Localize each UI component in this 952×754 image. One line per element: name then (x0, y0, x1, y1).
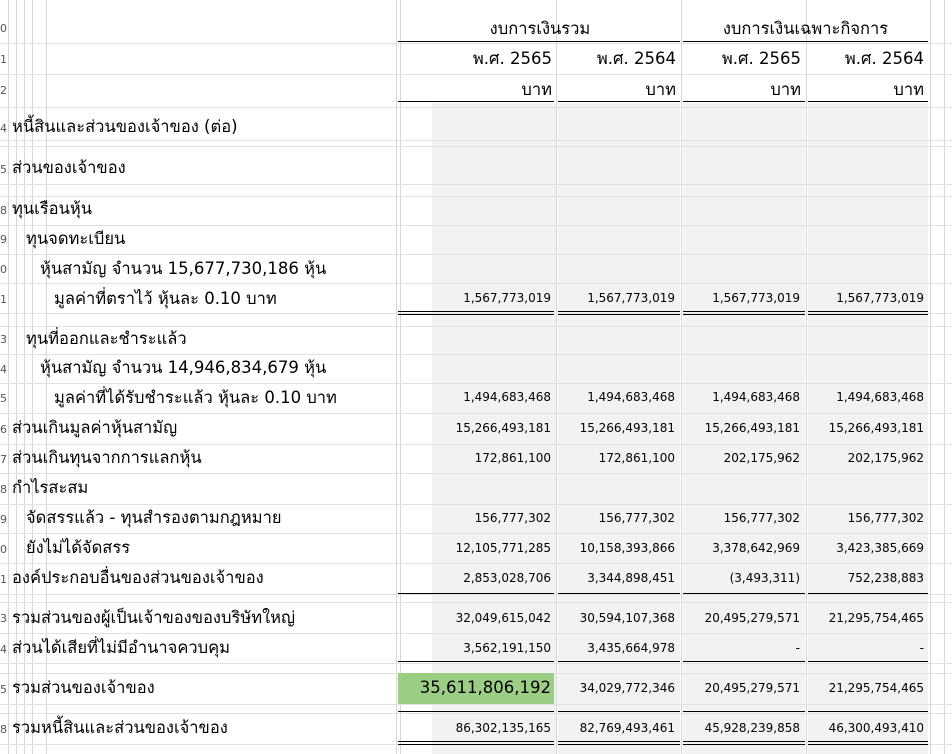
double-underline (808, 741, 928, 742)
gridline (0, 326, 952, 327)
row-label: กำไรสะสม (12, 478, 89, 497)
value-cell[interactable]: 20,495,279,571 (704, 681, 800, 695)
double-underline (683, 314, 805, 315)
double-underline (558, 311, 680, 312)
row-label: ยังไม่ได้จัดสรร (26, 538, 131, 557)
year-header-4: พ.ศ. 2564 (844, 49, 924, 68)
row-number: 9 (0, 233, 7, 246)
total-underline (398, 661, 554, 662)
row-number: 0 (0, 543, 7, 556)
value-cell[interactable]: 82,769,493,461 (579, 721, 675, 735)
double-underline (398, 311, 554, 312)
row-number: 4 (0, 643, 7, 656)
value-cell[interactable]: 1,567,773,019 (587, 291, 675, 305)
row-number: 2 (0, 84, 7, 97)
gridline (0, 633, 952, 634)
row-label: องค์ประกอบอื่นของส่วนของเจ้าของ (12, 568, 264, 587)
value-cell[interactable]: 752,238,883 (847, 571, 924, 585)
row-label: หุ้นสามัญ จำนวน 14,946,834,679 หุ้น (40, 358, 327, 377)
value-cell[interactable]: 15,266,493,181 (828, 421, 924, 435)
row-label: มูลค่าที่ตราไว้ หุ้นละ 0.10 บาท (54, 289, 277, 308)
value-cell[interactable]: 32,049,615,042 (455, 611, 551, 625)
value-cell[interactable]: 21,295,754,465 (828, 611, 924, 625)
gridline (0, 663, 952, 664)
row-number: 0 (0, 22, 7, 35)
total-underline (558, 661, 680, 662)
double-underline (683, 744, 805, 745)
row-label: หนี้สินและส่วนของเจ้าของ (ต่อ) (12, 117, 238, 136)
value-cell[interactable]: 156,777,302 (723, 511, 800, 525)
value-cell[interactable]: 3,344,898,451 (587, 571, 675, 585)
value-cell[interactable]: (3,493,311) (729, 571, 800, 585)
gridline (0, 713, 952, 714)
value-cell[interactable]: 15,266,493,181 (455, 421, 551, 435)
unit-underline (683, 101, 805, 102)
value-cell[interactable]: 3,378,642,969 (712, 541, 800, 555)
gridline (556, 0, 557, 754)
gridline (0, 225, 952, 226)
unit-underline (558, 101, 680, 102)
value-cell[interactable]: 156,777,302 (598, 511, 675, 525)
gridline (0, 283, 952, 284)
value-cell[interactable]: 45,928,239,858 (704, 721, 800, 735)
double-underline (558, 741, 680, 742)
value-cell[interactable]: 34,029,772,346 (579, 681, 675, 695)
value-cell[interactable]: 10,158,393,866 (579, 541, 675, 555)
total-underline (808, 661, 928, 662)
double-underline (808, 744, 928, 745)
gridline (930, 0, 931, 754)
value-cell[interactable]: 1,567,773,019 (836, 291, 924, 305)
double-underline (398, 744, 554, 745)
unit-header-1: บาท (521, 80, 552, 99)
double-underline (808, 311, 928, 312)
gridline (0, 594, 952, 595)
value-cell[interactable]: 172,861,100 (474, 451, 551, 465)
row-label: ทุนที่ออกและชำระแล้ว (26, 329, 187, 348)
unit-header-3: บาท (770, 80, 801, 99)
row-number: 3 (0, 333, 7, 346)
subtotal-underline (808, 593, 928, 594)
gridline (0, 74, 952, 75)
row-label: รวมส่วนของเจ้าของ (12, 678, 155, 697)
gridline (0, 473, 952, 474)
header-underline (683, 41, 928, 42)
value-cell[interactable]: 12,105,771,285 (455, 541, 551, 555)
unit-header-4: บาท (893, 80, 924, 99)
value-cell[interactable]: 3,562,191,150 (463, 641, 551, 655)
row-number: 1 (0, 293, 7, 306)
value-cell[interactable]: 2,853,028,706 (463, 571, 551, 585)
unit-underline (808, 101, 928, 102)
gridline (0, 444, 952, 445)
row-label: จัดสรรแล้ว - ทุนสำรองตามกฎหมาย (26, 508, 282, 527)
value-cell[interactable]: 1,567,773,019 (463, 291, 551, 305)
value-cell[interactable]: 1,494,683,468 (836, 390, 924, 404)
row-number: 7 (0, 453, 7, 466)
value-cell-selected[interactable]: 35,611,806,192 (419, 678, 551, 697)
row-number: 8 (0, 723, 7, 736)
value-cell[interactable]: 3,435,664,978 (587, 641, 675, 655)
gridline (806, 0, 807, 754)
unit-header-2: บาท (645, 80, 676, 99)
row-number: 4 (0, 122, 7, 135)
row-label: มูลค่าที่ได้รับชำระแล้ว หุ้นละ 0.10 บาท (54, 388, 337, 407)
gridline (0, 504, 952, 505)
row-number: 4 (0, 363, 7, 376)
subtotal-underline (398, 593, 554, 594)
double-underline (558, 744, 680, 745)
value-cell[interactable]: 172,861,100 (598, 451, 675, 465)
gridline (0, 43, 952, 44)
value-cell[interactable]: 30,594,107,368 (579, 611, 675, 625)
gridline (0, 533, 952, 534)
company-title: งบการเงินเฉพาะกิจการ (722, 19, 889, 38)
gridline (0, 704, 952, 705)
value-cell[interactable]: 15,266,493,181 (704, 421, 800, 435)
value-cell[interactable]: 202,175,962 (847, 451, 924, 465)
row-number: 5 (0, 392, 7, 405)
value-cell[interactable]: 1,494,683,468 (712, 390, 800, 404)
gridline (0, 354, 952, 355)
row-number: 5 (0, 683, 7, 696)
double-underline (558, 314, 680, 315)
row-label: รวมส่วนของผู้เป็นเจ้าของของบริษัทใหญ่ (12, 608, 296, 627)
value-cell[interactable]: 1,494,683,468 (587, 390, 675, 404)
row-label: ส่วนของเจ้าของ (12, 158, 126, 177)
year-header-2: พ.ศ. 2564 (596, 49, 676, 68)
year-header-3: พ.ศ. 2565 (721, 49, 801, 68)
row-label: ส่วนได้เสียที่ไม่มีอำนาจควบคุม (12, 638, 231, 657)
row-number: 0 (0, 263, 7, 276)
gridline (0, 563, 952, 564)
gridline (0, 383, 952, 384)
row-number: 1 (0, 573, 7, 586)
total-underline (558, 711, 680, 712)
double-underline (398, 741, 554, 742)
value-cell[interactable]: 15,266,493,181 (579, 421, 675, 435)
value-cell[interactable]: 21,295,754,465 (828, 681, 924, 695)
total-underline (683, 661, 805, 662)
row-label: ส่วนเกินมูลค่าหุ้นสามัญ (12, 418, 178, 437)
row-label: ทุนจดทะเบียน (26, 229, 126, 248)
row-number: 3 (0, 612, 7, 625)
value-cell[interactable]: 3,423,385,669 (836, 541, 924, 555)
year-header-1: พ.ศ. 2565 (472, 49, 552, 68)
gridline (0, 146, 952, 147)
double-underline (398, 314, 554, 315)
row-number: 6 (0, 423, 7, 436)
gridline (0, 254, 952, 255)
gridline (944, 0, 945, 754)
gridline (0, 413, 952, 414)
total-underline (398, 711, 554, 712)
row-number: 8 (0, 483, 7, 496)
row-label: ทุนเรือนหุ้น (12, 199, 93, 218)
row-number: 1 (0, 53, 7, 66)
row-label: ส่วนเกินทุนจากการแลกหุ้น (12, 448, 202, 467)
double-underline (683, 741, 805, 742)
total-underline (683, 711, 805, 712)
value-cell[interactable]: 1,567,773,019 (712, 291, 800, 305)
value-cell[interactable]: - (795, 641, 800, 655)
subtotal-underline (558, 593, 680, 594)
gridline (8, 0, 9, 754)
subtotal-underline (683, 593, 805, 594)
value-cell[interactable]: 20,495,279,571 (704, 611, 800, 625)
gridline (0, 184, 952, 185)
row-number: 8 (0, 204, 7, 217)
unit-underline (398, 101, 554, 102)
group-title: งบการเงินรวม (489, 19, 591, 38)
header-underline (398, 41, 680, 42)
gridline (0, 602, 952, 603)
gridline (0, 107, 952, 108)
gridline (396, 0, 397, 754)
value-cell[interactable]: 202,175,962 (723, 451, 800, 465)
row-label: หุ้นสามัญ จำนวน 15,677,730,186 หุ้น (40, 259, 327, 278)
value-cell[interactable]: 86,302,135,165 (455, 721, 551, 735)
value-cell[interactable]: 156,777,302 (474, 511, 551, 525)
gridline (0, 140, 952, 141)
double-underline (683, 311, 805, 312)
gridline (0, 196, 952, 197)
row-label: รวมหนี้สินและส่วนของเจ้าของ (12, 718, 228, 737)
double-underline (808, 314, 928, 315)
row-number: 9 (0, 513, 7, 526)
row-number: 5 (0, 163, 7, 176)
total-underline (808, 711, 928, 712)
value-cell[interactable]: - (919, 641, 924, 655)
gridline (681, 0, 682, 754)
value-cell[interactable]: 1,494,683,468 (463, 390, 551, 404)
value-cell[interactable]: 46,300,493,410 (828, 721, 924, 735)
value-cell[interactable]: 156,777,302 (847, 511, 924, 525)
